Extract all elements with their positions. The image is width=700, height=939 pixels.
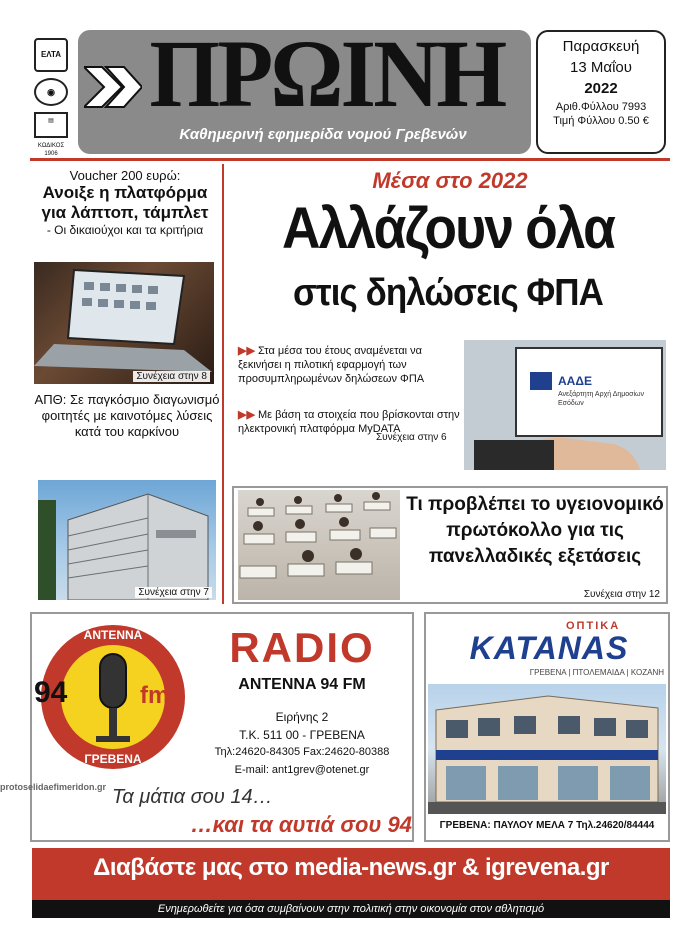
- university-building-photo: [38, 480, 216, 600]
- main-continued: Συνέχεια στην 6: [376, 432, 447, 443]
- code-label: ΚΩΔΙΚΟΣ 1906: [37, 143, 65, 157]
- story1-kicker: Voucher 200 ευρώ:: [69, 168, 181, 183]
- double-arrow-icon: ▶▶: [238, 345, 255, 357]
- elta-logo: ΕΛΤΑ: [34, 38, 68, 72]
- radio-address-2: Τ.Κ. 511 00 - ΓΡΕΒΕΝΑ: [239, 728, 365, 742]
- laptop-photo: [34, 262, 214, 384]
- website-banner-text: Διαβάστε μας στο media-news.gr & igrevena.gr: [93, 854, 609, 881]
- arrow-logo-icon: [84, 62, 142, 112]
- issue-year: 2022: [584, 80, 618, 97]
- radio-address-1: Ειρήνης 2: [275, 710, 329, 724]
- circulation-badge-icon: ◉: [34, 78, 68, 106]
- exams-continued: Συνέχεια στην 12: [583, 589, 660, 600]
- date-box: [536, 30, 666, 154]
- optika-towns: ΓΡΕΒΕΝΑ | ΠΤΟΛΕΜΑΙΔΑ | ΚΟΖΑΝΗ: [529, 668, 664, 677]
- optika-brand: KATANAS: [469, 630, 629, 666]
- website-banner: [32, 848, 670, 900]
- laptop-icon: [34, 262, 214, 384]
- story2-continued: Συνέχεια στην 7: [135, 587, 212, 598]
- optika-small: ΟΠΤΙΚΑ: [566, 620, 621, 632]
- aade-laptop-photo: [464, 340, 666, 470]
- story1-continued: Συνέχεια στην 8: [133, 371, 210, 382]
- newspaper-title: ΠΡΩΙΝΗ: [149, 30, 505, 127]
- story1-subhead: - Οι δικαιούχοι και τα κριτήρια: [46, 223, 204, 237]
- radio-subtitle: ANTENNA 94 FM: [238, 676, 366, 693]
- aade-logo-text: ΑΑΔΕ: [558, 374, 592, 388]
- main-kicker: Μέσα στο 2022: [372, 168, 528, 193]
- issue-date: 13 Μαΐου: [570, 59, 632, 76]
- watermark: protoselidaefimeridon.gr: [0, 782, 107, 792]
- exam-room-photo: [238, 490, 400, 600]
- aade-logo-subtitle: Ανεξάρτητη Αρχή Δημοσίων Εσόδων: [558, 391, 645, 407]
- column-divider: [222, 164, 224, 604]
- registration-badge-icon: ▤: [34, 112, 68, 138]
- issue-day: Παρασκευή: [562, 38, 640, 55]
- radio-ring-top: ΑΝΤΕΝΝΑ: [83, 628, 143, 642]
- main-bullet-2: ▶▶ Με βάση τα στοιχεία που βρίσκονται στην ηλεκτρονική πλατφόρμα MyDATA: [238, 409, 460, 435]
- bottom-ticker: Ενημερωθείτε για όσα συμβαίνουν στην πολιτική στην οικονομία στον αθλητισμό: [32, 900, 670, 918]
- optika-advertisement: [424, 612, 670, 842]
- newspaper-subtitle: Καθημερινή εφημερίδα νομού Γρεβενών: [179, 126, 467, 143]
- issue-number: Αριθ.Φύλλου 7993: [555, 101, 647, 113]
- double-arrow-icon: ▶▶: [238, 409, 255, 421]
- issue-price: Τιμή Φύλλου 0.50 €: [553, 115, 649, 127]
- building-icon: [38, 480, 216, 600]
- story2-headline: ΑΠΘ: Σε παγκόσμιο διαγωνισμό φοιτητές με καινοτόμες λύσεις κατά του καρκίνου: [34, 392, 220, 439]
- radio-fm: fm: [140, 682, 170, 709]
- radio-title: RADIO: [229, 624, 375, 671]
- exam-desks-icon: [238, 490, 400, 600]
- store-photo: [428, 684, 666, 814]
- exams-headline: Τι προβλέπει το υγειονομικό πρωτόκολλο για τις πανελλαδικές εξετάσεις: [406, 494, 664, 567]
- story1-headline: Ανοιξε η πλατφόρμα για λάπτοπ, τάμπλετ: [41, 183, 209, 222]
- radio-slogan-2: …και τα αυτιά σου 94: [190, 812, 412, 837]
- store-building-icon: [428, 684, 666, 814]
- main-headline-2: στις δηλώσεις ΦΠΑ: [293, 272, 603, 314]
- radio-email: E-mail: ant1grev@otenet.gr: [234, 764, 370, 776]
- radio-ring-bottom: ΓΡΕΒΕΝΑ: [84, 752, 142, 766]
- header-divider: [30, 158, 670, 161]
- radio-phones: Τηλ:24620-84305 Fax:24620-80388: [214, 746, 390, 758]
- radio-advertisement: [30, 612, 414, 842]
- left-column: [30, 164, 220, 237]
- main-bullet-1: ▶▶ Στα μέσα του έτους αναμένεται να ξεκινήσει η πιλοτική εφαρμογή των προσυμπληρωμένων δηλώσεων ΦΠΑ: [238, 345, 425, 385]
- postal-badges: [30, 38, 72, 158]
- masthead: [78, 30, 531, 154]
- radio-frequency: 94: [34, 676, 68, 709]
- radio-slogan-1: Τα μάτια σου 14…: [112, 786, 273, 808]
- main-headline: Αλλάζουν όλα: [281, 196, 615, 261]
- exams-story: [232, 486, 668, 604]
- optika-address: ΓΡΕΒΕΝΑ: ΠΑΥΛΟΥ ΜΕΛΑ 7 Τηλ.24620/84444: [439, 820, 655, 831]
